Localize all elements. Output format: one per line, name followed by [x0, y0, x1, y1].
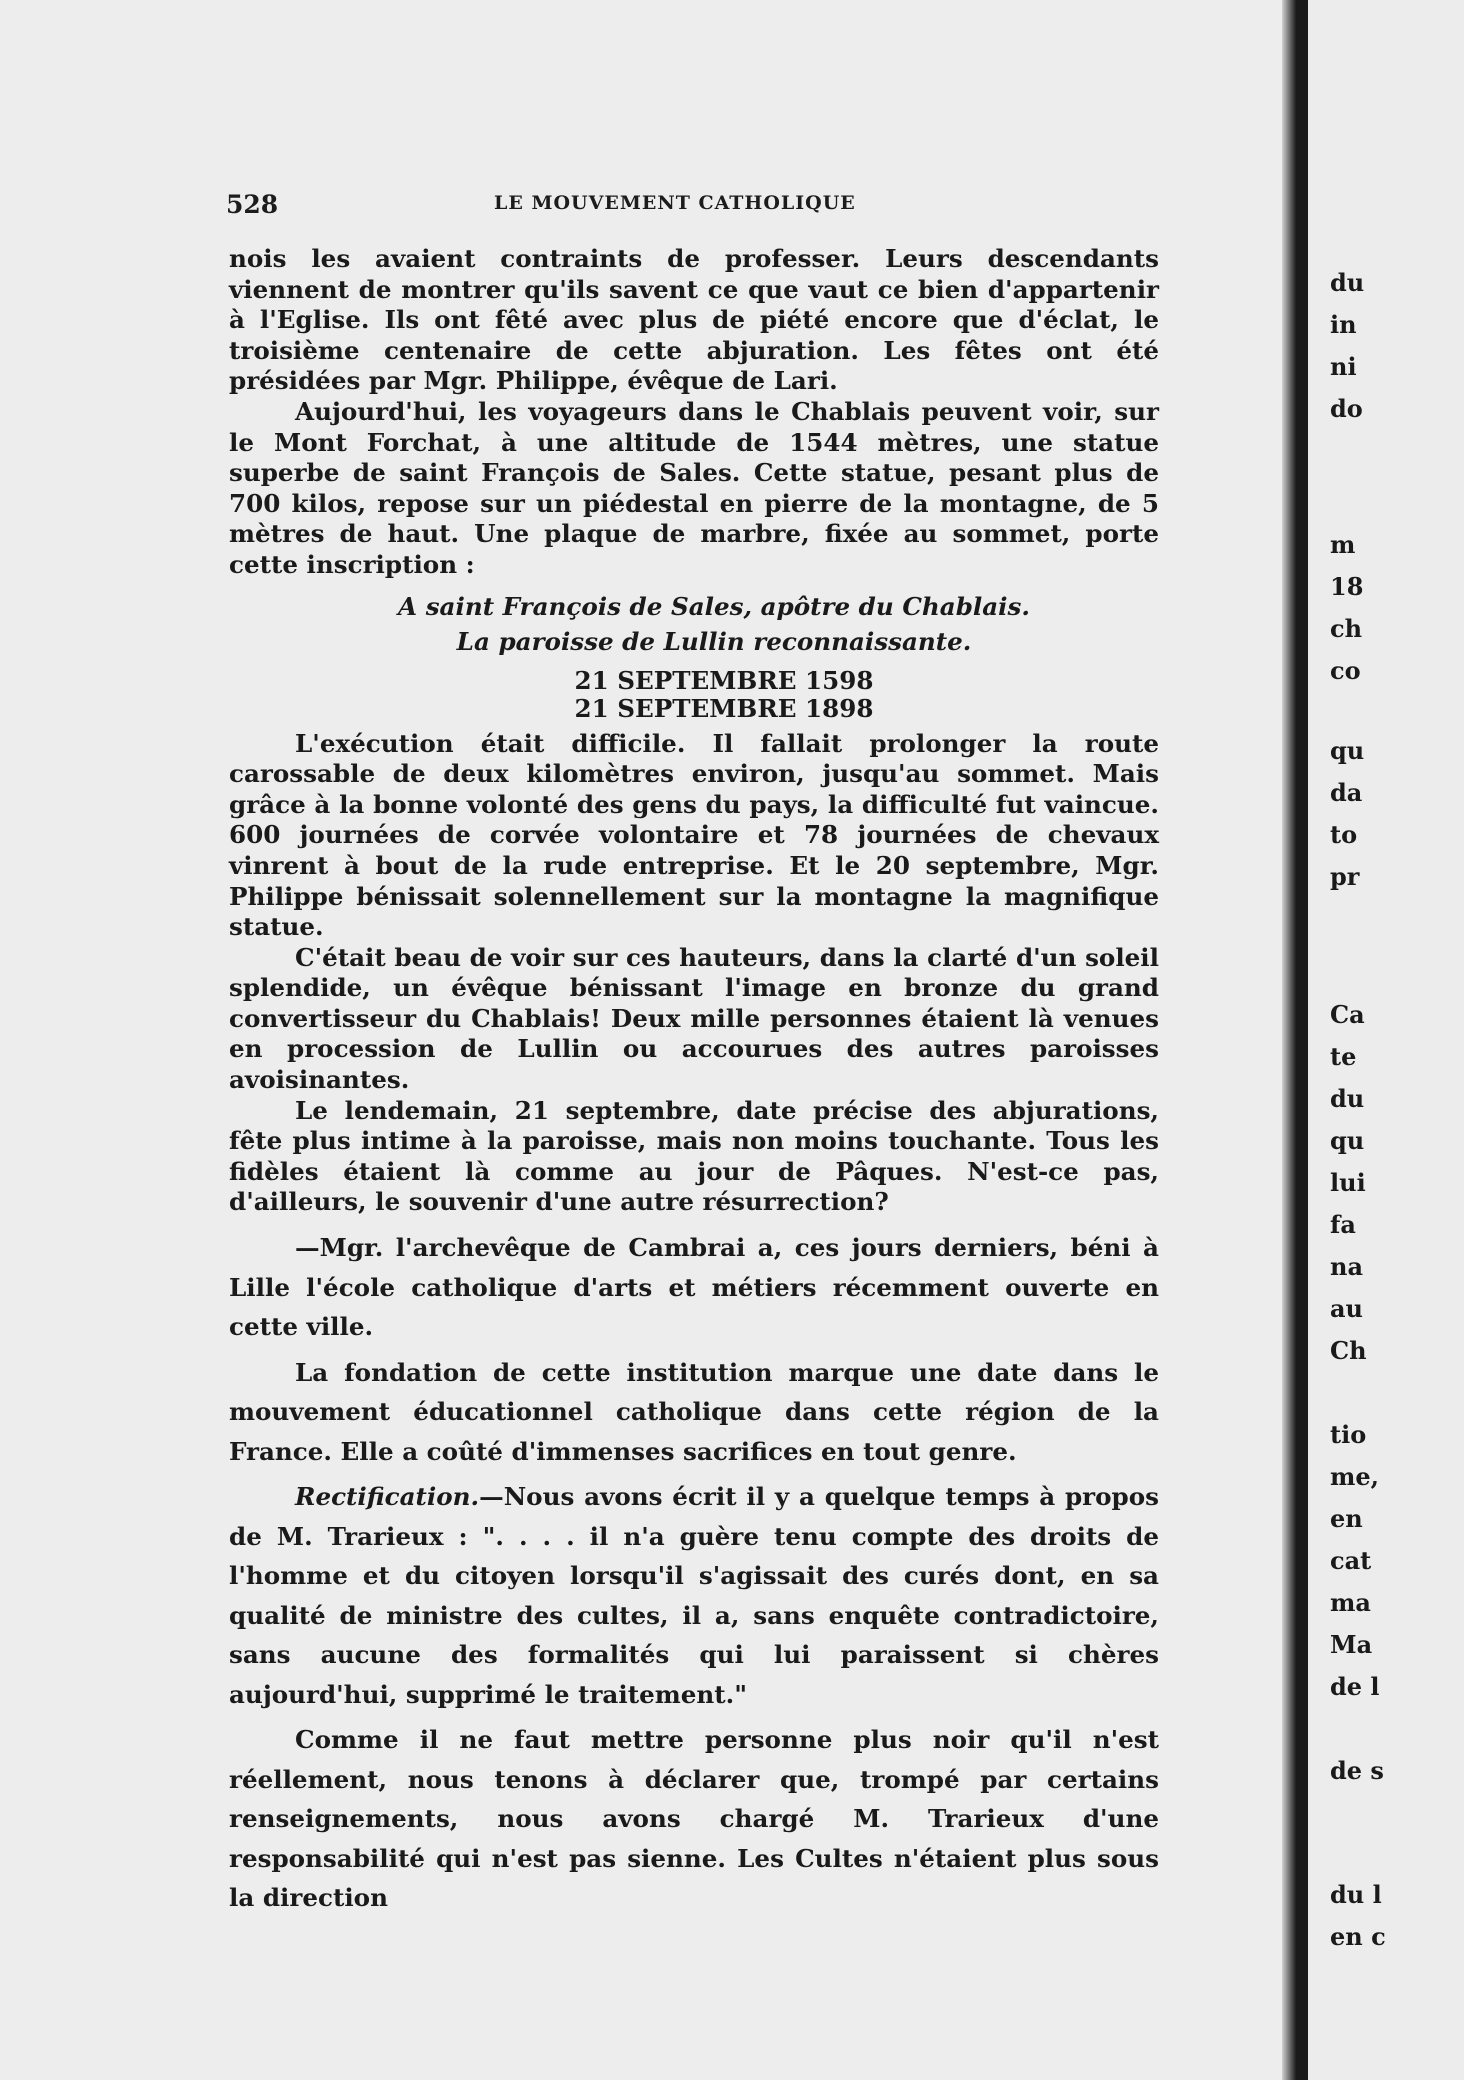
fragment: to	[1330, 820, 1358, 849]
paragraph-3: L'exécution était difficile. Il fallait prolonger la route carossable de deux kilomètres environ, jusqu'au sommet. Mais grâce à la bonne volonté des gens du pays, la difficulté fut vaincue. 600 journées de corvée volontaire et 78 journées de chevaux vinrent à bout de la rude entreprise. Et le 20 septembre, Mgr. Philippe bénissait solennellement sur la montagne la magnifique statue.	[229, 728, 1159, 942]
fragment: du l	[1330, 1880, 1382, 1909]
fragment: cat	[1330, 1546, 1372, 1575]
page-number: 528	[226, 190, 279, 219]
fragment: ch	[1330, 614, 1363, 643]
paragraph-9: Comme il ne faut mettre personne plus noir qu'il n'est réellement, nous tenons à déclarer que, trompé par certains renseignements, nous avons chargé M. Trarieux d'une responsabilité qui n'est pas sienne. Les Cultes n'étaient plus sous la direction	[229, 1725, 1159, 1913]
fragment: me,	[1330, 1462, 1380, 1491]
paragraph-2: Aujourd'hui, les voyageurs dans le Chablais peuvent voir, sur le Mont Forchat, à une altitude de 1544 mètres, une statue superbe de saint François de Sales. Cette statue, pesant plus de 700 kilos, repose sur un piédestal en pierre de la montagne, de 5 mètres de haut. Une plaque de marbre, fixée au sommet, porte cette inscription :	[229, 396, 1159, 579]
fragment: co	[1330, 656, 1361, 685]
page-body	[229, 244, 1159, 1918]
fragment: de l	[1330, 1672, 1380, 1701]
fragment: te	[1330, 1042, 1357, 1071]
fragment: na	[1330, 1252, 1363, 1281]
fragment: fa	[1330, 1210, 1356, 1239]
paragraph-4: C'était beau de voir sur ces hauteurs, dans la clarté d'un soleil splendide, un évêque bénissant l'image en bronze du grand convertisseur du Chablais! Deux mille personnes étaient là venues en procession de Lullin ou accourues des autres paroisses avoisinantes.	[229, 942, 1159, 1095]
fragment: qu	[1330, 1126, 1365, 1155]
fragment: du	[1330, 1084, 1365, 1113]
fragment: de s	[1330, 1756, 1384, 1785]
fragment: tio	[1330, 1420, 1367, 1449]
fragment: pr	[1330, 862, 1360, 891]
fragment: m	[1330, 530, 1356, 559]
rectification-text: —Nous avons écrit il y a quelque temps à propos de M. Trarieux : ". . . . il n'a guère tenu compte des droits de l'homme et du citoyen lorsqu'il s'agissait des curés dont, en sa qualité de ministre des cultes, il a, sans enquête contradictoire, sans aucune des formalités qui lui paraissent si chères aujourd'hui, supprimé le traitement."	[229, 1482, 1159, 1709]
binding-shadow	[1296, 0, 1308, 2080]
running-title: LE MOUVEMENT CATHOLIQUE	[494, 192, 856, 214]
fragment: au	[1330, 1294, 1363, 1323]
fragment: du	[1330, 268, 1365, 297]
fragment: Ca	[1330, 1000, 1365, 1029]
fragment: en	[1330, 1504, 1363, 1533]
fragment: ma	[1330, 1588, 1371, 1617]
fragment: do	[1330, 394, 1363, 423]
fragment: Ma	[1330, 1630, 1373, 1659]
rectification-label: Rectification.	[295, 1482, 480, 1512]
paragraph-7: La fondation de cette institution marque une date dans le mouvement éducationnel catholique dans cette région de la France. Elle a coûté d'immenses sacrifices en tout genre.	[229, 1357, 1159, 1466]
fragment: ni	[1330, 352, 1357, 381]
page-header	[226, 190, 1164, 220]
inscription-date-1: 21 SEPTEMBRE 1598	[574, 665, 874, 695]
fragment: in	[1330, 310, 1357, 339]
inscription-line-1: A saint François de Sales, apôtre du Chablais.	[398, 591, 1030, 621]
inscription-line-2: La paroisse de Lullin reconnaissante.	[456, 626, 972, 656]
inscription-date-2: 21 SEPTEMBRE 1898	[574, 693, 874, 723]
fragment: 18	[1330, 572, 1364, 601]
paragraph-1: nois les avaient contraints de professer. Leurs descendants viennent de montrer qu'ils savent ce que vaut ce bien d'appartenir à l'Eglise. Ils ont fêté avec plus de piété encore que d'éclat, le troisième centenaire de cette abjuration. Les fêtes ont été présidées par Mgr. Philippe, évêque de Lari.	[229, 244, 1159, 396]
fragment: da	[1330, 778, 1363, 807]
fragment: lui	[1330, 1168, 1366, 1197]
fragment: Ch	[1330, 1336, 1367, 1365]
fragment: en c	[1330, 1922, 1386, 1951]
paragraph-6: —Mgr. l'archevêque de Cambrai a, ces jours derniers, béni à Lille l'école catholique d'arts et métiers récemment ouverte en cette ville.	[229, 1233, 1159, 1342]
paragraph-5: Le lendemain, 21 septembre, date précise des abjurations, fête plus intime à la paroisse, mais non moins touchante. Tous les fidèles étaient là comme au jour de Pâques. N'est-ce pas, d'ailleurs, le souvenir d'une autre résurrection?	[229, 1095, 1159, 1217]
paragraph-8	[229, 1477, 1159, 1714]
fragment: qu	[1330, 736, 1365, 765]
